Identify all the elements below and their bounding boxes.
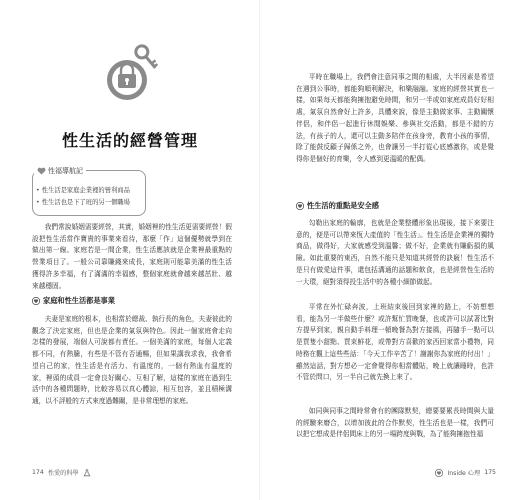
- note-text: 性生活是家庭企業裡的營利商品: [41, 187, 130, 194]
- paragraph: [296, 302, 494, 384]
- running-title: 性愛的科學: [47, 470, 79, 477]
- paragraph-text: 平常在外忙碌奔波，上班結束後回到家裡的路上，不妨想想看，能為另一半做些什麼？或許幫忙買晚餐，也或許可以試著比對方提早到家，親自動手料理一頓晚餐為對方接風，再隨手一點可以是買隻小甜點、買束鮮花，或帶對方喜歡的家西回家當小禮物，同時務在觀上這些些話：「今天工作辛苦了！謝謝你為家庭的付出！」雖然這話，對方想必一定會覺得你相當體貼，晚上就讓睡時，也許不管於問口，另一半自己就先換上來了。: [296, 303, 494, 382]
- running-title: Inside 心理: [447, 470, 481, 477]
- heart-icon: [32, 297, 40, 305]
- flask-icon: [83, 469, 91, 477]
- paragraph: [296, 218, 494, 288]
- page-number: 174: [32, 469, 44, 476]
- lock-key-icon: [103, 42, 163, 106]
- paragraph-text: 如同與同事之間時常會有的團隊默契，總要要累長時間與大量的經驗來磨合，以增加彼此的合作默契，性生活也是一樣，我們可以把它想成是伴侶間床上的另一場跨度與戰，為了能夠擁抱性福: [296, 407, 494, 439]
- bullet-icon: •: [36, 187, 40, 194]
- heart-icon: [37, 167, 46, 175]
- notes-label: 性福導航記: [48, 167, 83, 175]
- section-heading-text: 家庭和性生活都是事業: [43, 296, 115, 305]
- paragraph-text: 平時在職場上，我們會注意同事之間的相處，大半因素是希望在遇到公事時，都能夠順利解決，和樂融融。家庭的經營其實也一樣，如果每天都能夠擁抱避免時間，和另一半或如家庭成員好好相處，氣氛自然會好上許多，具體來說，像是主動做家事、主動關懷伴侶，和伴侶一起進行休閒娛樂、參與社交活動，都是不錯的方法，有孩子的人，還可以主動多陪伴在孩身旁，教育小孩的事情，除了能鼓反顧子歸係之外，也會讓另一半打從心底感激你，或是覺得你是個好的育樂，令人感到更溫暖的配偶。: [296, 73, 494, 163]
- paragraph: [32, 314, 232, 408]
- bullet-icon: •: [36, 199, 40, 206]
- note-item: [36, 185, 130, 194]
- section-heading: [296, 201, 379, 211]
- paragraph: [32, 222, 232, 292]
- paragraph: [296, 406, 494, 441]
- heart-icon: [435, 469, 443, 477]
- heart-icon: [296, 202, 304, 210]
- paragraph-text: 我們常說婚姻需要經營，其實，婚姻裡的性生活更需要經營！假設把性生活當作寶貴的事業來看待，那麼「作」這個優勢就學到在做出第一線。家庭若是一間企業，性生活應該就是企業裡最重點的營業項目了。一般公司靠賺錢來成長，家庭則可能靠美滿的性生活獲得許多幸福，有了滿滿的幸福感，整個家庭就會越來越茁壯、越來越穩固。: [32, 223, 232, 290]
- notes-header: [34, 166, 86, 176]
- section-heading: [32, 296, 115, 306]
- page-footer: [435, 468, 496, 477]
- section-heading-text: 性生活的重點是安全感: [307, 201, 379, 210]
- page-footer: [32, 468, 91, 477]
- note-text: 性生活也是下了班的另一個職場: [41, 199, 130, 206]
- chapter-title: 性生活的經營管理: [61, 131, 198, 150]
- right-page: [260, 0, 520, 500]
- note-item: [36, 197, 130, 206]
- paragraph-text: 夫妻是家庭的根本，也相當於總裁、執行長的角色，夫妻彼此的觀念了決定家庭，但也是企業的氣氛與特色。因此一個家庭會走向怎樣的發展，端個人可說都有責任。一個美滿的家庭，每個人定義都不同，有熱騰，有些是不管有否通暢，但如果講我求我，我會希望自己的家，性生活是有活力、有溫度的，一個有熱血有溫度的家，裡頭的成員一定會良好關心、互相了解，這樣的家庭在過到生活中的各種問題時，比較容易以真心體諒，相互包容，並且積極溝通，以不評般的方式來度過難關，是非常理想的家庭。: [32, 315, 232, 405]
- paragraph: [296, 72, 494, 166]
- page-number: 175: [484, 469, 496, 476]
- paragraph-text: 勾勒出家庭的輪廓，也就是企業整體形象出現後，接下來要注意的，便是可以帶來恆大產值的「性生活」。性生活是企業裡的獨特商品，做得好，大家就感受到溫馨；做不好，企業就有賺虧損的風險。如此重要的東西，自然不能只是知道其經營的訣竅！性生活不是只有做愛這件事，還包括溝通的話題和飲食，也是經營性生活的一大環，絕對須得投生活中的各種小細節做起。: [296, 219, 494, 286]
